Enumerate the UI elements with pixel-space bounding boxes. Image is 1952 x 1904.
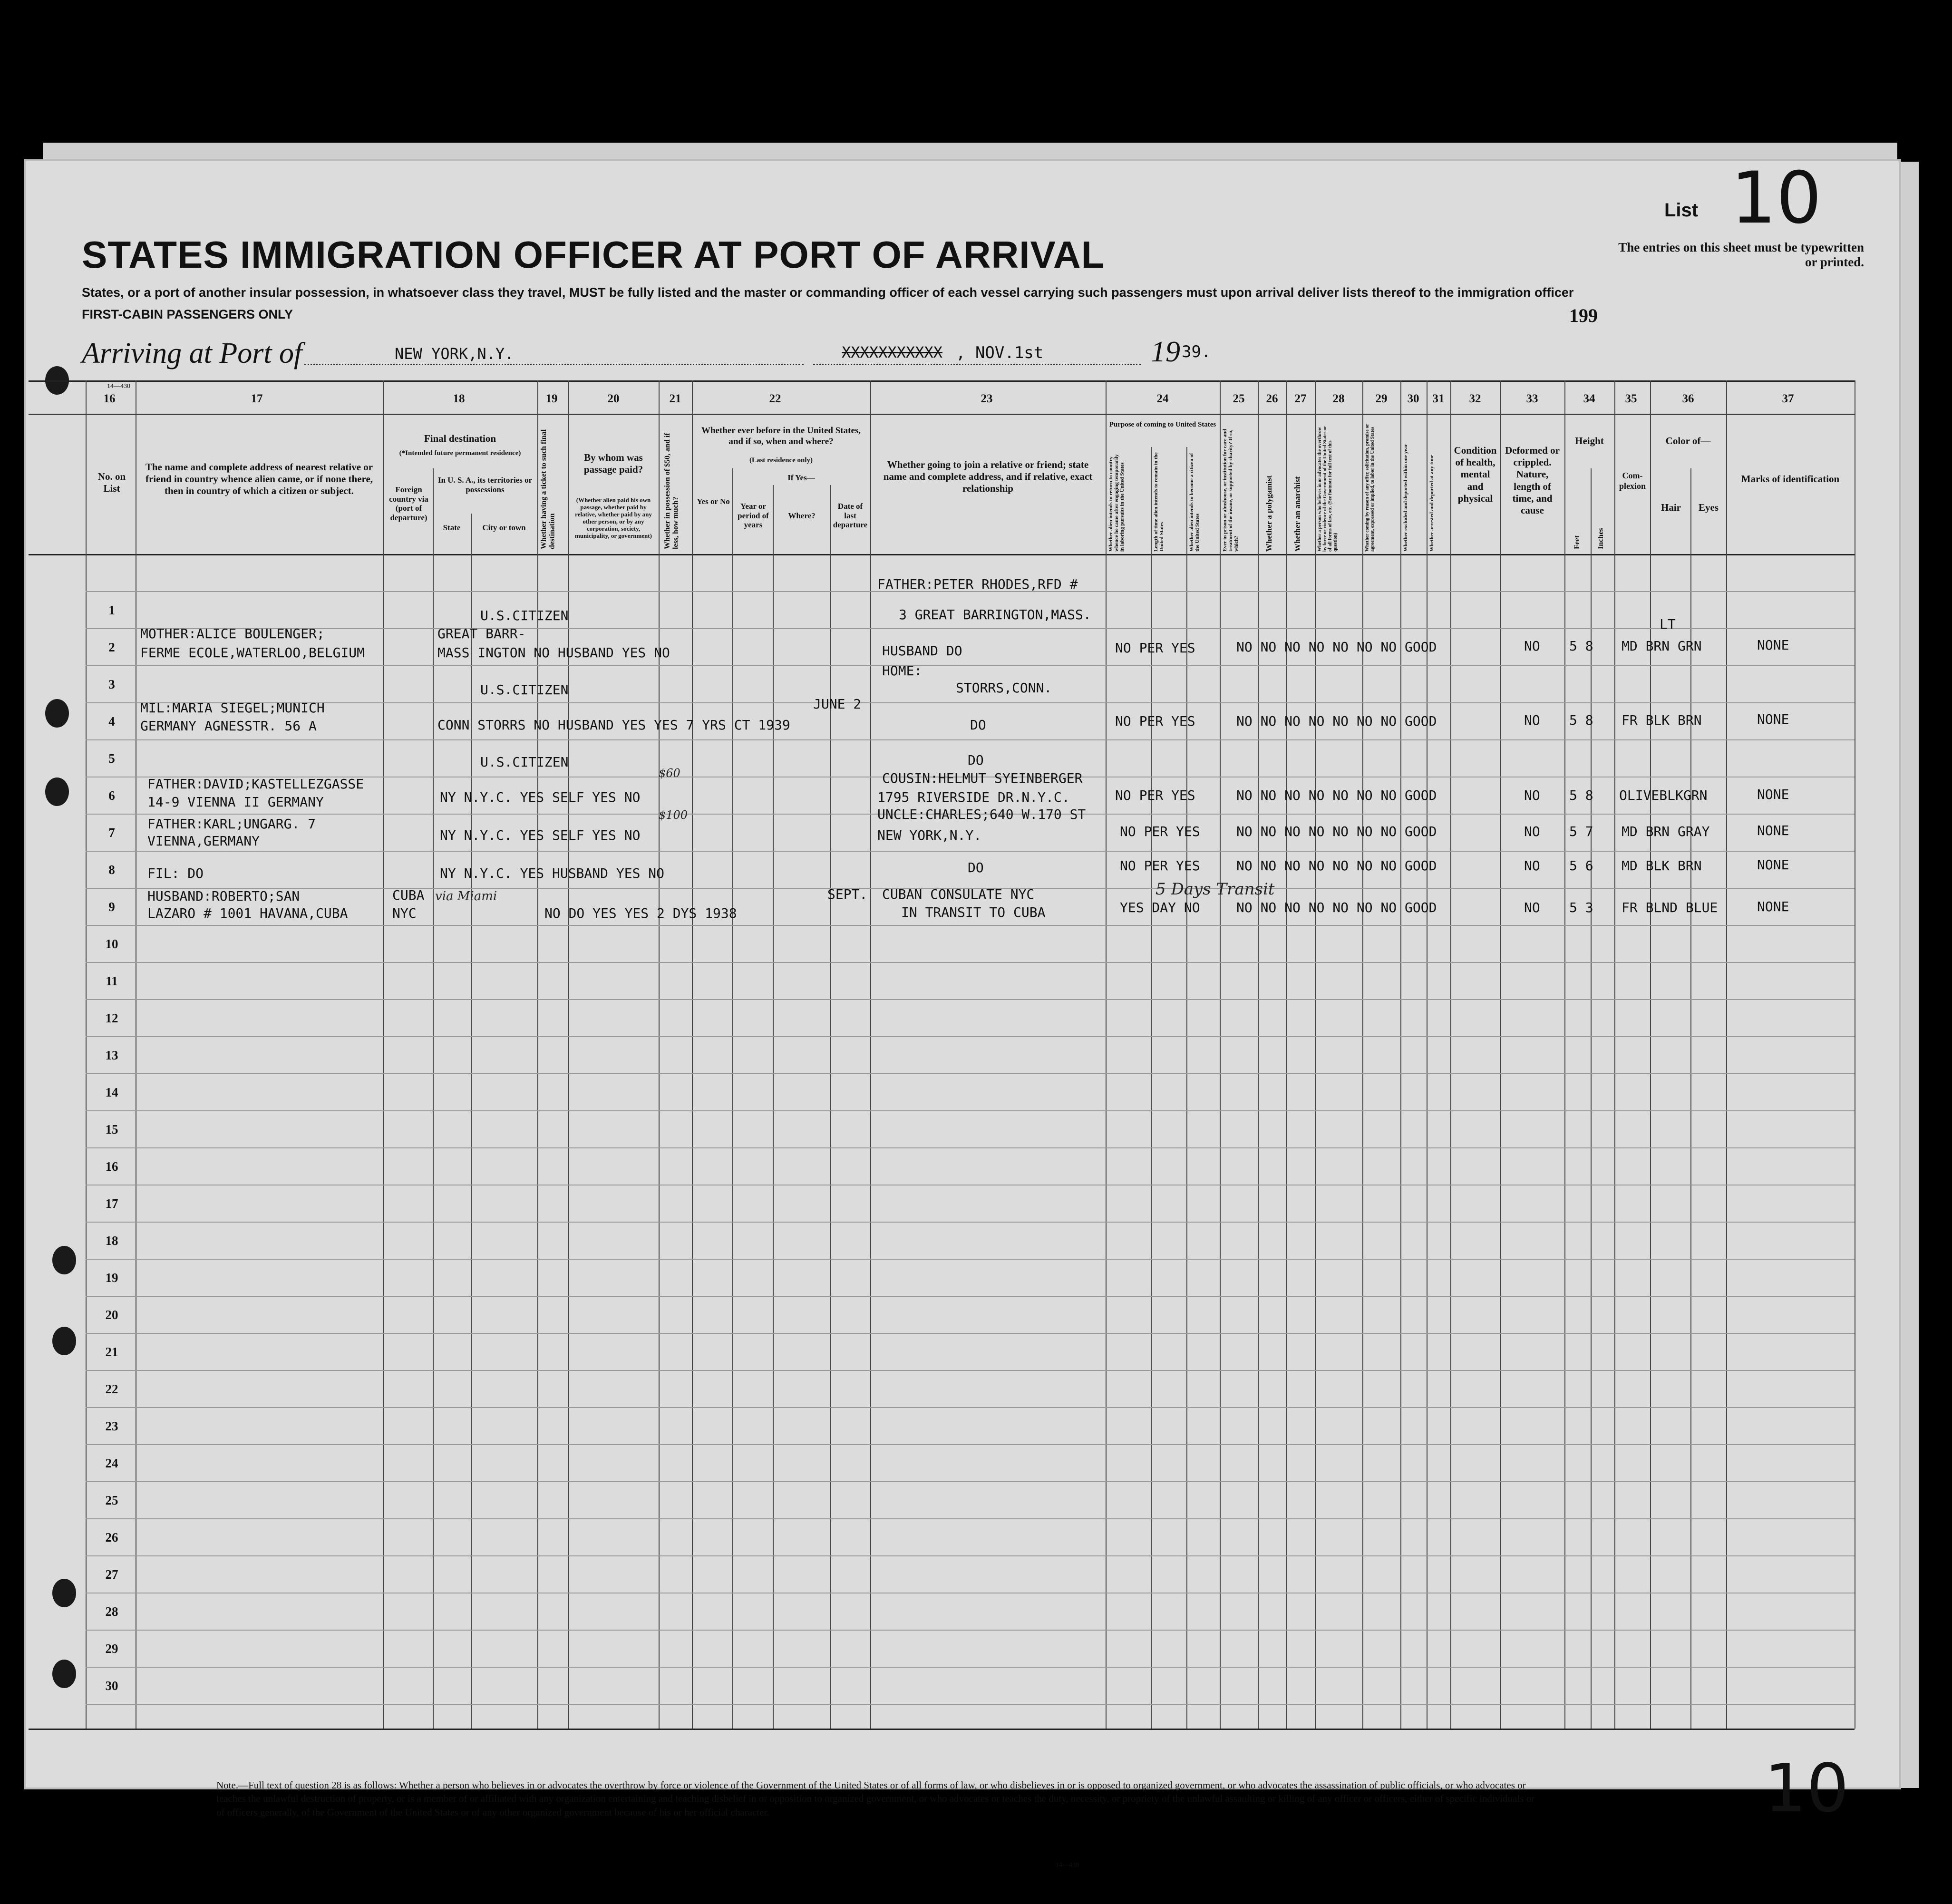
row4-physical: FR BLK BRN <box>1622 712 1702 728</box>
header-purpose-citizen: Whether alien intends to become a citizen of the United States <box>1189 453 1201 552</box>
row-number: 8 <box>108 863 115 877</box>
header-before-in-us: Whether ever before in the United States, and if so, when and where? <box>701 426 861 447</box>
row-rule <box>86 962 1855 963</box>
row9-purpose: YES DAY NO <box>1120 900 1200 915</box>
row-rule <box>86 1555 1855 1556</box>
colnum-18: 18 <box>453 392 465 405</box>
row-rule <box>86 1518 1855 1519</box>
bottom-page-number: 10 <box>1764 1750 1849 1827</box>
row-number: 5 <box>108 751 115 766</box>
row8-marks: NONE <box>1757 857 1789 873</box>
row4-join: DO <box>970 717 986 733</box>
handwritten-via-miami: via Miami <box>435 889 497 903</box>
row-number: 17 <box>105 1196 118 1211</box>
colnum-20: 20 <box>607 392 620 405</box>
row-number: 28 <box>105 1604 118 1619</box>
form-code-top: 14—430 <box>107 383 130 390</box>
row-number: 9 <box>108 900 115 914</box>
row4-destination: CONN STORRS NO HUSBAND YES YES 7 YRS CT 1939 <box>437 717 790 733</box>
row-number: 11 <box>106 974 118 988</box>
entry-instruction: The entries on this sheet must be typewritten or printed. <box>1618 240 1864 269</box>
row-number: 14 <box>105 1085 118 1099</box>
col-divider <box>659 380 660 1729</box>
row4-relative-line2: GERMANY AGNESSTR. 56 A <box>140 718 317 734</box>
row-number: 22 <box>105 1382 118 1396</box>
row-number: 29 <box>105 1642 118 1656</box>
row-rule <box>86 1370 1855 1371</box>
row6-join-line2: 1795 RIVERSIDE DR.N.Y.C. <box>877 789 1070 805</box>
col-divider <box>1564 380 1565 1729</box>
colnum-21: 21 <box>669 392 681 405</box>
row8-height: 5 6 <box>1569 858 1593 874</box>
header-bottom-rule <box>29 554 1855 555</box>
colnum-32: 32 <box>1469 392 1481 405</box>
col-divider <box>830 485 831 1729</box>
row-rule <box>86 702 1855 703</box>
row-rule <box>86 1222 1855 1223</box>
colnum-37: 37 <box>1782 392 1794 405</box>
row9-height: 5 3 <box>1569 900 1593 915</box>
row7-flags: NO NO NO NO NO NO NO GOOD <box>1236 824 1437 839</box>
col-divider <box>870 380 871 1729</box>
col-divider <box>86 380 87 1729</box>
row-rule <box>86 628 1855 629</box>
col-divider <box>692 380 693 1729</box>
row4-previous-date: JUNE 2 <box>813 696 862 712</box>
colnum-30: 30 <box>1407 392 1419 405</box>
row-number: 20 <box>105 1308 118 1322</box>
row-number: 21 <box>105 1345 118 1359</box>
header-complexion: Com-plexion <box>1619 471 1646 491</box>
col-divider <box>1106 380 1107 1729</box>
row-rule <box>86 1333 1855 1334</box>
row-number: 3 <box>108 677 115 691</box>
handwritten-money-2: $100 <box>659 808 688 822</box>
row7-destination: NY N.Y.C. YES SELF YES NO <box>440 827 641 843</box>
colnum-27: 27 <box>1294 392 1307 405</box>
year-prefix: 19 <box>1151 336 1180 368</box>
punch-hole <box>45 777 69 806</box>
header-deported: Whether arrested and deported at any time <box>1429 455 1435 552</box>
row-number: 16 <box>105 1159 118 1174</box>
row7-purpose: NO PER YES <box>1120 824 1200 839</box>
row-number: 13 <box>105 1048 118 1062</box>
row6-marks: NONE <box>1757 787 1789 802</box>
col-divider <box>1614 380 1615 1729</box>
date-struck: XXXXXXXXXXX <box>842 343 942 361</box>
colnum-17: 17 <box>251 392 263 405</box>
header-color-of: Color of— <box>1665 435 1711 447</box>
row-rule <box>86 1296 1855 1297</box>
row-number: 2 <box>108 640 115 654</box>
row9-foreign-line2: NYC <box>392 905 417 921</box>
col-divider <box>1500 380 1501 1729</box>
punch-hole <box>45 699 69 728</box>
row6-purpose: NO PER YES <box>1115 787 1195 803</box>
header-passage-paid: By whom was passage paid? <box>583 452 643 476</box>
row4-marks: NONE <box>1757 711 1789 727</box>
header-hair: Hair <box>1661 502 1681 513</box>
col-divider <box>1726 380 1727 1729</box>
year-suffix: 39. <box>1182 342 1211 361</box>
row9-flags: NO NO NO NO NO NO NO GOOD <box>1236 900 1437 915</box>
row8-join: DO <box>968 860 984 875</box>
row6-height: 5 8 <box>1569 787 1593 803</box>
header-passage-paid-note: (Whether alien paid his own passage, whether paid by relative, whether paid by any other person, or by any corporation, society, municipality, or government) <box>575 496 652 539</box>
form-title: STATES IMMIGRATION OFFICER AT PORT OF ARRIVAL <box>82 233 1105 276</box>
sheet-number: 199 <box>1569 305 1598 326</box>
table-top-rule <box>29 380 1855 382</box>
row2-marks: NONE <box>1757 637 1789 653</box>
col-divider <box>1427 380 1428 1729</box>
col-divider <box>732 468 733 1729</box>
header-last-departure: Date of last departure <box>833 502 868 530</box>
punch-hole <box>52 1246 76 1274</box>
row-rule <box>86 1147 1855 1148</box>
row-rule <box>86 1481 1855 1482</box>
row-number: 7 <box>108 826 115 840</box>
row3-join-line2: STORRS,CONN. <box>956 680 1052 696</box>
header-inches: Inches <box>1597 528 1605 549</box>
colnum-25: 25 <box>1233 392 1245 405</box>
row-number: 6 <box>108 788 115 803</box>
handwritten-days-transit: 5 Days Transit <box>1156 880 1275 899</box>
row7-physical: MD BRN GRAY <box>1622 824 1710 839</box>
header-ticket: Whether having a ticket to such final destination <box>540 429 556 549</box>
table-bottom-rule <box>29 1729 1855 1730</box>
row1-citizenship: U.S.CITIZEN <box>480 608 569 623</box>
colnum-29: 29 <box>1375 392 1388 405</box>
header-health: Condition of health, mental and physical <box>1454 445 1497 504</box>
row2-destination-line1: GREAT BARR- <box>437 626 526 641</box>
row-rule <box>86 999 1855 1000</box>
col-divider <box>773 485 774 1729</box>
colnum-24: 24 <box>1156 392 1169 405</box>
header-no-on-list: No. on List <box>97 471 126 495</box>
header-labor-offer: Whether coming by reason of any offer, solicitation, promise or agreement, expressed or implied, to labor in the United States <box>1365 424 1375 552</box>
col-divider <box>1315 380 1316 1729</box>
row7-marks: NONE <box>1757 823 1789 838</box>
col-divider <box>1650 380 1651 1729</box>
header-foreign-country: Foreign country via (port of departure) <box>389 485 428 522</box>
col-divider <box>1450 380 1451 1729</box>
row1-join-line1: FATHER:PETER RHODES,RFD # <box>877 576 1078 592</box>
arrival-date: , NOV.1st <box>956 343 1044 362</box>
row-number: 18 <box>105 1234 118 1248</box>
row4-flags: NO NO NO NO NO NO NO GOOD <box>1236 713 1437 729</box>
row-rule <box>86 1073 1855 1074</box>
colnum-33: 33 <box>1526 392 1538 405</box>
row-rule <box>86 1704 1855 1705</box>
row3-join-line1: HOME: <box>882 663 923 679</box>
row4-relative-line1: MIL:MARIA SIEGEL;MUNICH <box>140 700 325 716</box>
passenger-class: FIRST-CABIN PASSENGERS ONLY <box>82 307 293 321</box>
row-rule <box>86 1407 1855 1408</box>
colnum-26: 26 <box>1266 392 1278 405</box>
colnum-rule <box>29 414 1855 415</box>
list-number: 10 <box>1731 157 1822 240</box>
row9-deformed: NO <box>1524 900 1540 915</box>
row-number: 1 <box>108 603 115 617</box>
row7-relative-line1: FATHER:KARL;UNGARG. 7 <box>147 816 316 832</box>
col-divider <box>1286 380 1287 1729</box>
col-divider <box>1186 447 1187 1729</box>
row7-height: 5 7 <box>1569 824 1593 839</box>
col-divider <box>1151 447 1152 1729</box>
row6-join-line1: COUSIN:HELMUT SYEINBERGER <box>882 770 1083 786</box>
header-prison: Ever in prison or almshouse, or institution for care and treatment of the insane, or supported by charity? If so, which? <box>1222 428 1240 552</box>
row-rule <box>86 925 1855 926</box>
row5-join: DO <box>968 752 984 768</box>
row-rule <box>86 1259 1855 1260</box>
row4-height: 5 8 <box>1569 712 1593 728</box>
header-period-years: Year or period of years <box>738 502 769 530</box>
row9-foreign-line1: CUBA <box>392 887 425 903</box>
row-rule <box>86 1444 1855 1445</box>
row2-relative-line1: MOTHER:ALICE BOULENGER; <box>140 626 325 641</box>
header-last-residence: (Last residence only) <box>749 457 813 464</box>
row-number: 25 <box>105 1493 118 1507</box>
header-in-usa: In U. S. A., its territories or possessions <box>437 476 533 494</box>
header-city-town: City or town <box>482 523 526 532</box>
list-label: List <box>1664 200 1699 221</box>
row2-destination-line2: MASS INGTON NO HUSBAND YES NO <box>437 645 670 661</box>
col-divider <box>471 514 472 1729</box>
port-value: NEW YORK,N.Y. <box>395 345 514 363</box>
header-feet: Feet <box>1573 535 1581 549</box>
row-number: 10 <box>105 937 118 951</box>
header-join-relative: Whether going to join a relative or friend; state name and complete address, and if relative, exact relationship <box>883 459 1093 495</box>
colnum-28: 28 <box>1332 392 1345 405</box>
col-divider <box>433 468 434 1729</box>
row-number: 19 <box>105 1271 118 1285</box>
row5-citizenship: U.S.CITIZEN <box>480 754 569 770</box>
row7-relative-line2: VIENNA,GERMANY <box>147 833 260 849</box>
header-final-destination-note: (*Intended future permanent residence) <box>399 449 521 457</box>
col-divider <box>1400 380 1401 1729</box>
row9-relative-line2: LAZARO # 1001 HAVANA,CUBA <box>147 905 348 921</box>
col-divider <box>1362 380 1363 1729</box>
row8-physical: MD BLK BRN <box>1622 858 1702 874</box>
header-final-destination: Final destination <box>424 433 496 444</box>
punch-hole <box>52 1327 76 1355</box>
row-number: 23 <box>105 1419 118 1433</box>
colnum-16: 16 <box>103 392 116 405</box>
row9-previous-month: SEPT. <box>827 886 868 902</box>
port-underline <box>304 364 804 365</box>
row2-join: HUSBAND DO <box>882 643 962 659</box>
col-divider <box>1591 468 1592 1729</box>
row2-height: 5 8 <box>1569 638 1593 654</box>
header-yes-or-no: Yes or No <box>697 497 730 506</box>
row8-destination: NY N.Y.C. YES HUSBAND YES NO <box>440 865 665 881</box>
row2-physical: MD BRN GRN <box>1622 638 1702 654</box>
row6-flags: NO NO NO NO NO NO NO GOOD <box>1236 787 1437 803</box>
punch-hole <box>52 1660 76 1688</box>
row-number: 26 <box>105 1530 118 1545</box>
row3-citizenship: U.S.CITIZEN <box>480 682 569 698</box>
header-excluded: Whether excluded and deported within one year <box>1403 444 1408 552</box>
row9-relative-line1: HUSBAND:ROBERTO;SAN <box>147 888 300 904</box>
row1-join-line2: 3 GREAT BARRINGTON,MASS. <box>899 607 1091 622</box>
header-marks: Marks of identification <box>1741 473 1840 485</box>
colnum-19: 19 <box>545 392 558 405</box>
arriving-label: Arriving at Port of <box>82 337 302 369</box>
row-number: 12 <box>105 1011 118 1025</box>
row9-join-line1: CUBAN CONSULATE NYC <box>882 886 1035 902</box>
row-rule <box>86 1110 1855 1111</box>
row8-flags: NO NO NO NO NO NO NO GOOD <box>1236 858 1437 874</box>
row-number: 4 <box>108 714 115 729</box>
row9-physical: FR BLND BLUE <box>1622 900 1718 915</box>
date-underline <box>813 364 1141 365</box>
handwritten-money-1: $60 <box>659 767 680 780</box>
col-divider <box>1220 380 1221 1729</box>
row-number: 15 <box>105 1122 118 1137</box>
punch-hole <box>52 1579 76 1607</box>
row8-purpose: NO PER YES <box>1120 858 1200 874</box>
row2-lt: LT <box>1660 616 1676 632</box>
row8-deformed: NO <box>1524 858 1540 874</box>
header-nearest-relative: The name and complete address of nearest relative or friend in country whence alien came, or if none there, then in country of which a citizen or subject. <box>145 461 373 497</box>
row-number: 27 <box>105 1567 118 1582</box>
header-polygamist: Whether a polygamist <box>1264 475 1273 552</box>
row-rule <box>86 665 1855 666</box>
row7-join-line2: NEW YORK,N.Y. <box>877 827 982 843</box>
col-divider <box>1690 468 1691 1729</box>
header-anarchist: Whether an anarchist <box>1293 476 1302 552</box>
colnum-22: 22 <box>769 392 781 405</box>
col-divider <box>1258 380 1259 1729</box>
row4-purpose: NO PER YES <box>1115 713 1195 729</box>
row2-relative-line2: FERME ECOLE,WATERLOO,BELGIUM <box>140 645 365 661</box>
form-subtitle: States, or a port of another insular possession, in whatsoever class they travel, MUST be fully listed and the master or commanding officer of each vessel carrying such passengers must upon arrival deliver lists thereof to the immigration officer <box>82 285 1574 300</box>
row-number: 30 <box>105 1679 118 1693</box>
row-rule <box>86 739 1855 740</box>
row8-relative: FIL: DO <box>147 865 204 881</box>
colnum-35: 35 <box>1625 392 1637 405</box>
header-eyes: Eyes <box>1699 502 1719 513</box>
row9-destination: NO DO YES YES 2 DYS 1938 <box>544 905 737 921</box>
row6-deformed: NO <box>1524 787 1540 803</box>
header-height: Height <box>1575 435 1604 447</box>
row9-join-line2: IN TRANSIT TO CUBA <box>901 904 1046 920</box>
colnum-23: 23 <box>981 392 993 405</box>
row7-join-line1: UNCLE:CHARLES;640 W.170 ST <box>877 806 1086 822</box>
row6-physical: OLIVEBLKGRN <box>1619 787 1708 803</box>
header-overthrow: Whether a person who believes in or advocates the overthrow by force or violence of the Government of the United States or of all forms of law, etc. (See footnote for full text of this question) <box>1317 426 1338 552</box>
header-purpose: Purpose of coming to United States <box>1109 421 1216 428</box>
row2-deformed: NO <box>1524 638 1540 654</box>
header-purpose-length: Length of time alien intends to remain in the United States <box>1153 452 1165 552</box>
colnum-36: 36 <box>1682 392 1694 405</box>
header-purpose-return: Whether alien intends to return to country whence he came after engaging temporarily in laboring pursuits in the United States <box>1108 454 1126 552</box>
row6-relative-line1: FATHER:DAVID;KASTELLEZGASSE <box>147 776 364 792</box>
row2-purpose: NO PER YES <box>1115 640 1195 656</box>
colnum-31: 31 <box>1432 392 1445 405</box>
row-rule <box>86 1036 1855 1037</box>
col-divider <box>568 380 569 1729</box>
row6-relative-line2: 14-9 VIENNA II GERMANY <box>147 794 324 810</box>
row4-deformed: NO <box>1524 712 1540 728</box>
row-number: 24 <box>105 1456 118 1470</box>
header-possession-50: Whether in possession of $50, and if less, how much? <box>663 433 680 549</box>
row-rule <box>86 851 1855 852</box>
row7-deformed: NO <box>1524 824 1540 839</box>
form-code-bottom: 14—430 <box>1056 1862 1079 1869</box>
row2-flags: NO NO NO NO NO NO NO GOOD <box>1236 639 1437 655</box>
col-divider <box>537 380 538 1729</box>
row9-marks: NONE <box>1757 899 1789 914</box>
col-divider <box>383 380 384 1729</box>
header-where: Where? <box>788 511 816 520</box>
header-deformed: Deformed or crippled. Nature, length of time, and cause <box>1505 445 1560 516</box>
row-rule <box>86 1667 1855 1668</box>
row6-destination: NY N.Y.C. YES SELF YES NO <box>440 789 641 805</box>
footnote-question-28: Note.—Full text of question 28 is as follows: Whether a person who believes in or advocates the overthrow by force or violence of the Government of the United States or of all forms of law, or who disbelieves in or is opposed to organized government, or who advocates the assassination of public officials, or who advocates or teaches the unlawful destruction of property, or is a member of or affiliated with any organization entertaining and teaching disbelief in or opposition to organized government, or who advocates or teaches the duty, necessity, or propriety of the unlawful assaulting or killing of any officer or officers, either of specific individuals or of officers generally, of the Government of the United States or of any other organized government because of his or her official character. <box>216 1779 1535 1818</box>
colnum-34: 34 <box>1583 392 1595 405</box>
row-rule <box>86 1630 1855 1631</box>
header-state: State <box>443 523 461 532</box>
header-if-yes: If Yes— <box>787 473 815 482</box>
